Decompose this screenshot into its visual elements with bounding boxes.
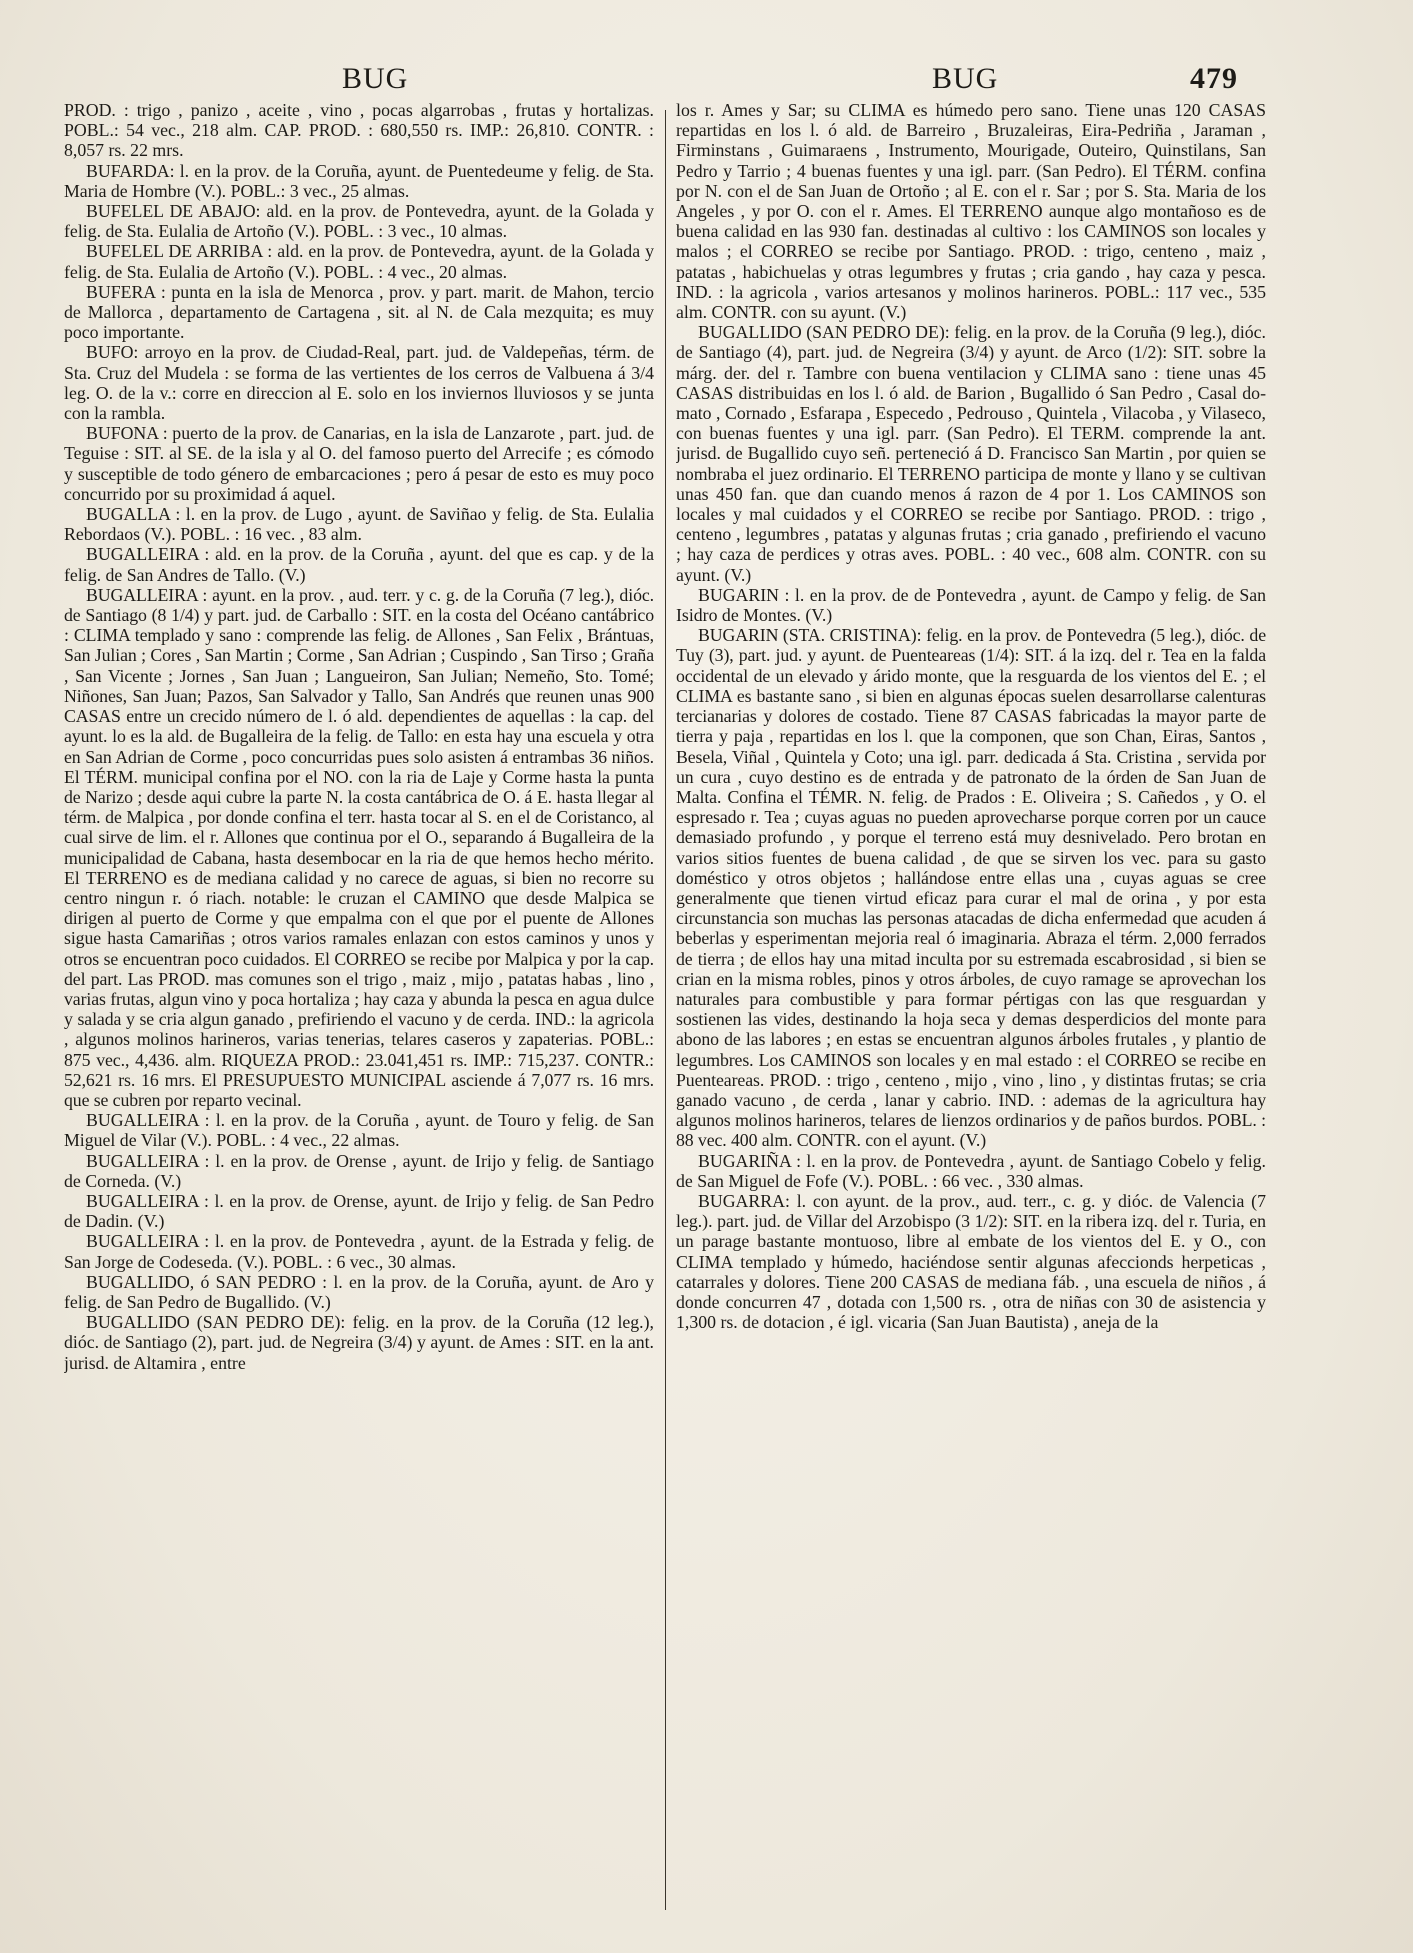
entry-bugallido-san-pedro: BUGALLIDO, ó SAN PEDRO : l. en la prov. de la Coruña, ayunt. de Aro y felig. de San Pedro de Bugallido. (V.): [64, 1271, 654, 1312]
right-column: [676, 100, 1266, 1920]
entry-bugalleira-corneda: BUGALLEIRA : l. en la prov. de Orense , ayunt. de Irijo y felig. de Santiago de Corneda. (V.): [64, 1150, 654, 1191]
left-running-head: BUG: [342, 62, 409, 95]
entry-bugallido-negreira: BUGALLIDO (SAN PEDRO DE): felig. en la prov. de la Coruña (12 leg.), dióc. de Santiago (2), part. jud. de Negreira (3/4) y ayunt. de Ames : SIT. en la ant. jurisd. de Altamira , entre: [64, 1312, 654, 1373]
entry-bugalleira-codeseda: BUGALLEIRA : l. en la prov. de Pontevedra , ayunt. de la Estrada y felig. de San Jorge de Codeseda. (V.). POBL. : 6 vec., 30 almas.: [64, 1231, 654, 1272]
entry-bugarin: BUGARIN : l. en la prov. de de Pontevedra , ayunt. de Campo y felig. de San Isidro de Montes. (V.): [676, 584, 1266, 626]
entry-bugalleira-dadin: BUGALLEIRA : l. en la prov. de Orense, ayunt. de Irijo y felig. de San Pedro de Dadin. (V.): [64, 1190, 654, 1232]
entry-bufona: BUFONA : puerto de la prov. de Canarias, en la isla de Lanzarote , part. jud. de Teguise : SIT. al SE. de la isla y al O. del famoso puerto del Arrecife ; es cómodo y susceptible de todo género de embarcaciones ; pero á pesar de esto es muy poco concurrido por su proximidad á aquel.: [64, 423, 654, 504]
entry-bufo: BUFO: arroyo en la prov. de Ciudad-Real, part. jud. de Valdepeñas, térm. de Sta. Cruz del Mudela : se forma de las vertientes de los cerros de Valbuena á 3/4 leg. O. de la v.: corre en direccion al E. solo en los inviernos lluviosos y se junta con la rambla.: [64, 342, 654, 424]
entry-bugarin-sta-cristina: BUGARIN (STA. CRISTINA): felig. en la prov. de Pontevedra (5 leg.), dióc. de Tuy (3), part. jud. y ayunt. de Puenteareas (1/4): SIT. á la izq. del r. Tea en la falda occidental de un elevado y árido monte, que la resguarda de los vientos del E. ; el CLIMA es bastante sano , si bien en algunas épocas suelen desarrollarse calenturas tercianarias y dolores de costado. Tiene 87 CASAS fabricadas la mayor parte de tierra y paja , repartidas en los l. que la componen, que son Chan, Eiras, Santos , Besela, Viñal , Quintela y Coto; una igl. parr. dedicada á Sta. Cristina , servida por un cura , cuyo destino es de entrada y de patronato de la órden de San Juan de Malta. Confina el TÉMR. N. felig. de Prados : E. Oliveira ; S. Cañedos , y O. el espresado r. Tea ; cuyas aguas no pueden aprovecharse porque corren por un cauce demasiado profundo , y porque el terreno está muy desnivelado. Pero brotan en varios sitios fuentes de buena calidad , de que se sirven los vec. para su gasto doméstico y otros objetos ; hallándose entre ellas una , cuyas aguas se cree generalmente que tienen virtud eficaz para curar el mal de orina , y por esta circunstancia son muchas las personas atacadas de dicha enfermedad que acuden á beberlas y esperimentan mejoria real ó imaginaria. Abraza el térm. 2,000 ferrados de tierra ; de ellos hay una mitad inculta por su estremada escabrosidad , si bien se crian en la misma robles, pinos y otros árboles, de cuyo ramage se aprovechan los naturales para combustible y para formar pértigas con las que resguardan y sostienen las vides, destinando la hoja seca y demas desperdicios del monte para abono de las labores ; en estas se encuentran algunos árboles frutales , y plantio de legumbres. Los CAMINOS son locales y en mal estado : el CORREO se recibe en Puenteareas. PROD. : trigo , centeno , mijo , vino , lino , y distintas frutas; se cria ganado vacuno , de cerda , lanar y cabrio. IND. : ademas de la agricultura hay algunos molinos harineros, telares de lienzos ordinarios y de paños burdos. POBL. : 88 vec. 400 alm. CONTR. con el ayunt. (V.): [676, 625, 1266, 1151]
right-running-head: BUG: [932, 62, 999, 95]
entry-bufelel-de-abajo: BUFELEL DE ABAJO: ald. en la prov. de Pontevedra, ayunt. de la Golada y felig. de Sta. Eulalia de Artoño (V.). POBL. : 3 vec., 10 almas.: [64, 201, 654, 242]
left-column: [64, 100, 654, 1920]
entry-bugalla: BUGALLA : l. en la prov. de Lugo , ayunt. de Saviñao y felig. de Sta. Eulalia Rebordaos (V.). POBL. : 16 vec. , 83 alm.: [64, 504, 654, 545]
entry-continuation: PROD. : trigo , panizo , aceite , vino , pocas algarrobas , frutas y hortalizas. POBL.: 54 vec., 218 alm. CAP. PROD. : 680,550 rs. IMP.: 26,810. CONTR. : 8,057 rs. 22 mrs.: [64, 100, 654, 161]
entry-bufelel-de-arriba: BUFELEL DE ARRIBA : ald. en la prov. de Pontevedra, ayunt. de la Golada y felig. de Sta. Eulalia de Artoño (V.). POBL. : 4 vec., 20 almas.: [64, 241, 654, 282]
entry-bufera: BUFERA : punta en la isla de Menorca , prov. y part. marit. de Mahon, tercio de Mallorca , departamento de Cartagena , sit. al N. de Cala mezquita; es muy poco importante.: [64, 281, 654, 343]
entry-bugarra: BUGARRA: l. con ayunt. de la prov., aud. terr., c. g. y dióc. de Valencia (7 leg.). part. jud. de Villar del Arzobispo (3 1/2): SIT. en la ribera izq. del r. Turia, en un parage bastante montuoso, libre al embate de los vientos del E. y O., con CLIMA templado y húmedo, haciéndose sentir algunas afeccionds herpeticas , catarrales y dolores. Tiene 200 CASAS de mediana fáb. , una escuela de niños , á donde concurren 47 , dotada con 1,500 rs. , otra de niñas con 30 de asistencia y 1,300 rs. de dotacion , é igl. vicaria (San Juan Bautista) , aneja de la: [676, 1190, 1266, 1333]
page-header: [70, 62, 1270, 102]
entry-bugallido-arco: BUGALLIDO (SAN PEDRO DE): felig. en la prov. de la Coruña (9 leg.), dióc. de Santiago (4), part. jud. de Negreira (3/4) y ayunt. de Arco (1/2): SIT. sobre la márg. der. del r. Tambre con buena ventilacion y CLIMA sano : tiene unas 45 CASAS distribuidas en los l. ó ald. de Barion , Bugallido ó San Pedro , Casal do-mato , Cornado , Esfarapa , Especedo , Pedrouso , Quintela , Vilacoba , y Vilaseco, con buenas fuentes y una igl. parr. (San Pedro). El TERM. comprende la ant. jurisd. de Bugallido cuyo señ. perteneció á D. Francisco San Martin , por quien se nombraba el juez ordinario. El TERRENO participa de monte y llano y se cultivan unas 450 fan. que dan cuando menos á razon de 4 por 1. Los CAMINOS son locales y mal cuidados y el CORREO se recibe por Santiago. PROD. : trigo , centeno , legumbres , patatas y algunas frutas ; cria ganado , prefiriendo el vacuno ; hay caza de perdices y otras aves. POBL. : 40 vec., 608 alm. CONTR. con su ayunt. (V.): [676, 322, 1266, 585]
column-divider: [665, 110, 666, 1910]
entry-continuation-right: los r. Ames y Sar; su CLIMA es húmedo pero sano. Tiene unas 120 CASAS repartidas en los l. ó ald. de Barreiro , Bruzaleiras, Eira-Pedriña , Jaraman , Firminstans , Guimaraens , Instrumento, Mourigade, Outeiro, Quinstilans, San Pedro y Tarrio ; 4 buenas fuentes y una igl. parr. (San Pedro). El TÉRM. confina por N. con el de San Juan de Ortoño ; al E. con el r. Sar ; por S. Sta. Maria de los Angeles , y por O. con el r. Ames. El TERRENO aunque algo montañoso es de buena calidad en las 930 fan. destinadas al cultivo : los CAMINOS son locales y malos ; el CORREO se recibe por Santiago. PROD. : trigo, centeno , maiz , patatas , habichuelas y otras legumbres y frutas ; cria gando , hay caza y pesca. IND. : la agricola , varios artesanos y molinos harineros. POBL.: 117 vec., 535 alm. CONTR. con su ayunt. (V.): [676, 100, 1266, 323]
page-number: 479: [1190, 62, 1238, 95]
entry-bugarina: BUGARIÑA : l. en la prov. de Pontevedra , ayunt. de Santiago Cobelo y felig. de San Miguel de Fofe (V.). POBL. : 66 vec. , 330 almas.: [676, 1150, 1266, 1191]
entry-bugalleira-touro: BUGALLEIRA : l. en la prov. de la Coruña , ayunt. de Touro y felig. de San Miguel de Vilar (V.). POBL. : 4 vec., 22 almas.: [64, 1110, 654, 1151]
entry-bufarda: BUFARDA: l. en la prov. de la Coruña, ayunt. de Puentedeume y felig. de Sta. Maria de Hombre (V.). POBL.: 3 vec., 25 almas.: [64, 160, 654, 201]
entry-bugalleira-ayunt: BUGALLEIRA : ayunt. en la prov. , aud. terr. y c. g. de la Coruña (7 leg.), dióc. de Santiago (8 1/4) y part. jud. de Carballo : SIT. en la costa del Océano cantábrico : CLIMA templado y sano : comprende las felig. de Allones , San Felix , Brántuas, San Julian ; Cores , San Martin ; Corme , San Adrian ; Cuspindo , San Tirso ; Graña , San Vicente ; Jornes , San Juan ; Langueiron, San Julian; Nemeño, Sto. Tomé; Niñones, San Juan; Pazos, San Salvador y Tallo, San Andrés que reunen unas 900 CASAS entre un crecido número de l. ó ald. dependientes de aquellas : la cap. del ayunt. lo es la ald. de Bugalleira de la felig. de Tallo: en esta hay una escuela y otra en San Adrian de Corme , poco concurridas pues solo asisten á entrambas 36 niños. El TÉRM. municipal confina por el NO. con la ria de Laje y Corme hasta la punta de Narizo ; desde aqui cubre la parte N. la costa cantábrica de O. á E. hasta llegar al térm. de Malpica , por donde confina el terr. hasta tocar al S. en el de Coristanco, al cual sirve de lim. el r. Allones que continua por el O., separando á Bugalleira de la municipalidad de Cabana, hasta desembocar en la ria de que hemos hecho mérito. El TERRENO es de mediana calidad y no carece de aguas, si bien no recorre su centro ningun r. ó riach. notable: le cruzan el CAMINO que desde Malpica se dirigen al puerto de Corme y que empalma con el que por el puente de Allones sigue hasta Camariñas ; otros varios ramales enlazan con estos caminos y unos y otros se encuentran poco cuidados. El CORREO se recibe por Malpica y por la cap. del part. Las PROD. mas comunes son el trigo , maiz , mijo , patatas habas , lino , varias frutas, algun vino y poca hortaliza ; hay caza y abunda la pesca en agua dulce y salada y se cria algun ganado , prefiriendo el vacuno y de cerda. IND.: la agricola , algunos molinos harineros, varias tenerias, telares caseros y zapaterias. POBL.: 875 vec., 4,436. alm. RIQUEZA PROD.: 23.041,451 rs. IMP.: 715,237. CONTR.: 52,621 rs. 16 mrs. El PRESUPUESTO MUNICIPAL asciende á 7,077 rs. 16 mrs. que se cubren por reparto vecinal.: [64, 584, 654, 1110]
entry-bugalleira-ald: BUGALLEIRA : ald. en la prov. de la Coruña , ayunt. del que es cap. y de la felig. de San Andres de Tallo. (V.): [64, 544, 654, 585]
